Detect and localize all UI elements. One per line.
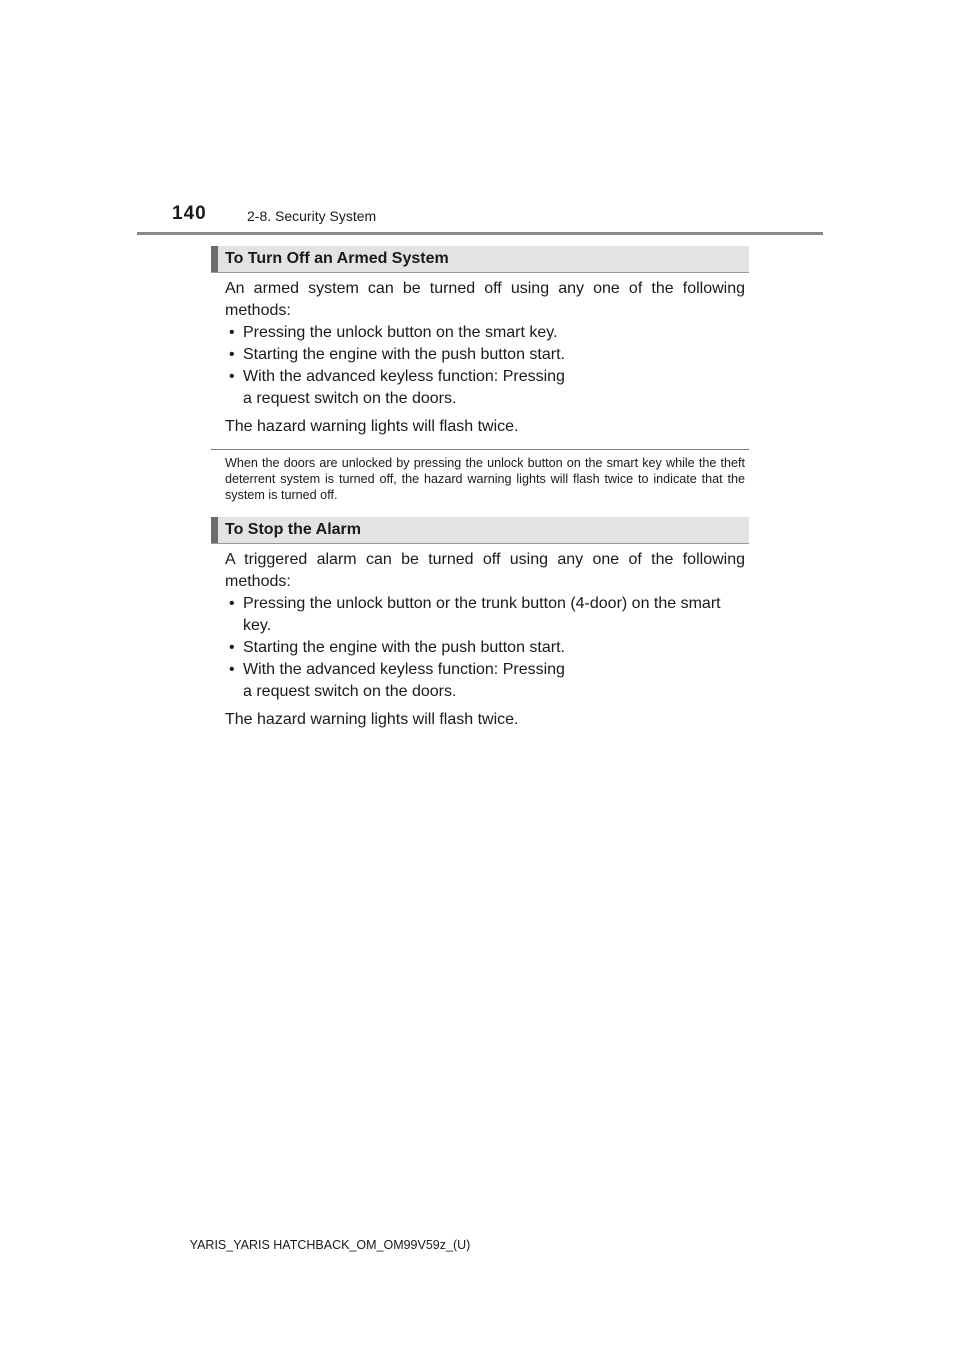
note-text: When the doors are unlocked by pressing the unlock button on the smart key while the theft deterrent system is turned off, the hazard warning lights will flash twice to indicate that the system is turned off. <box>225 456 745 502</box>
section-heading-turn-off <box>211 246 749 273</box>
list-item: • With the advanced keyless function: Pressing a request switch on the doors. <box>229 368 565 407</box>
document-footer: YARIS_YARIS HATCHBACK_OM_OM99V59z_(U) <box>189 1238 471 1252</box>
list-item: • Pressing the unlock button on the smart key. <box>229 324 558 341</box>
heading-accent-bar <box>211 517 218 543</box>
list-item: • With the advanced keyless function: Pressing a request switch on the doors. <box>229 661 565 700</box>
closing-text: The hazard warning lights will flash twice. <box>225 711 519 728</box>
closing-text: The hazard warning lights will flash twice. <box>225 418 519 435</box>
intro-text: A triggered alarm can be turned off using any one of the following methods: <box>225 551 745 590</box>
method-list <box>225 593 745 703</box>
section-body-turn-off <box>225 278 745 438</box>
section-heading-label: To Stop the Alarm <box>225 521 361 538</box>
section-body-stop-alarm <box>225 549 745 731</box>
method-list <box>225 322 745 410</box>
section-reference: 2-8. Security System <box>247 208 377 224</box>
list-item: • Starting the engine with the push button start. <box>229 346 565 363</box>
list-item: • Starting the engine with the push button start. <box>229 639 565 656</box>
section-heading-stop-alarm <box>211 517 749 544</box>
header-divider <box>137 232 823 235</box>
heading-accent-bar <box>211 246 218 272</box>
note-divider <box>211 449 749 450</box>
page-number: 140 <box>172 203 207 224</box>
intro-text: An armed system can be turned off using any one of the following methods: <box>225 280 745 319</box>
list-item: • Pressing the unlock button or the trunk button (4-door) on the smart key. <box>229 595 721 634</box>
section-heading-label: To Turn Off an Armed System <box>225 250 449 267</box>
